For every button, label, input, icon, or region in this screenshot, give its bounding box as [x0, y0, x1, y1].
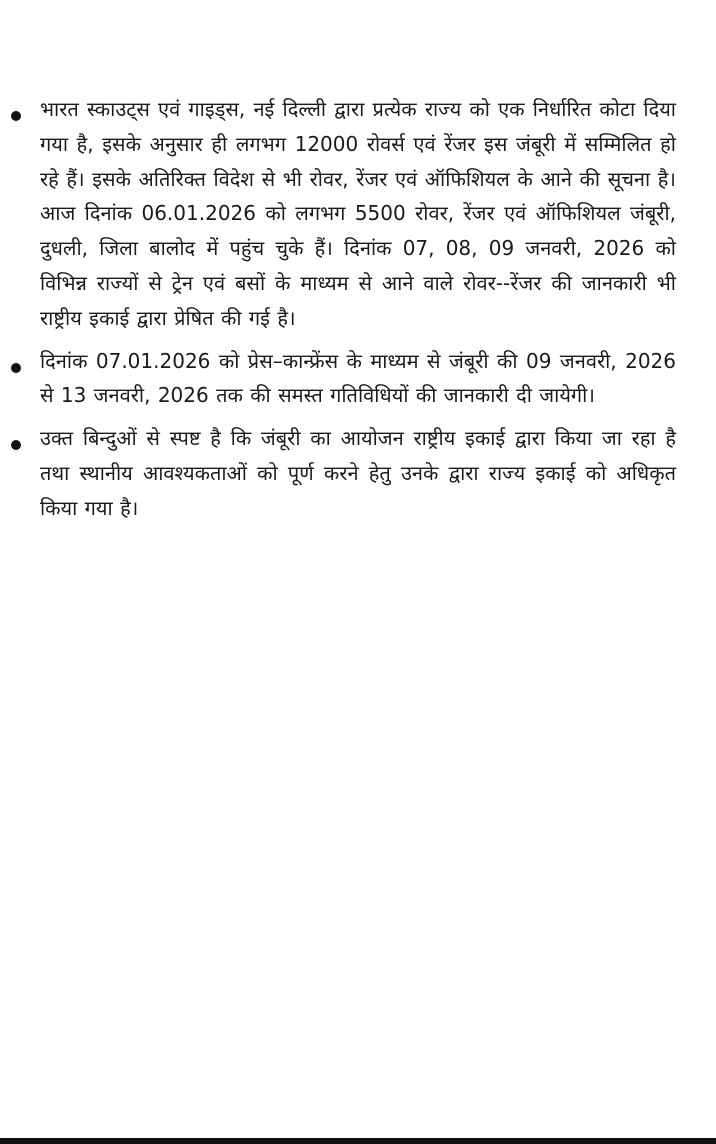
- bullet-dot-icon: [11, 111, 21, 121]
- bullet-dot-icon: [11, 363, 21, 373]
- bullet-text-1: भारत स्काउट्स एवं गाइड्स, नई दिल्ली द्वारा प्रत्येक राज्य को एक निर्धारित कोटा दिया गया है, इसके अनुसार ही लगभग 12000 रोवर्स एवं रेंजर इस जंबूरी में सम्मिलित हो रहे हैं। इसके अतिरिक्त विदेश से भी रोवर, रेंजर एवं ऑफिशियल के आने की सूचना है। आज दिनांक 06.01.2026 को लगभग 5500 रोवर, रेंजर एवं ऑफिशियल जंबूरी, दुधली, जिला बालोद में पहुंच चुके हैं। दिनांक 07, 08, 09 जनवरी, 2026 को विभिन्न राज्यों से ट्रेन एवं बसों के माध्यम से आने वाले रोवर--रेंजर की जानकारी भी राष्ट्रीय इकाई द्वारा प्रेषित की गई है।: [40, 97, 676, 330]
- bullet-item-3: [6, 421, 676, 525]
- bullet-item-1: [6, 92, 676, 336]
- bullet-text-3: उक्त बिन्दुओं से स्पष्ट है कि जंबूरी का आयोजन राष्ट्रीय इकाई द्वारा किया जा रहा है तथा स्थानीय आवश्यकताओं को पूर्ण करने हेतु उनके द्वारा राज्य इकाई को अधिकृत किया गया है।: [40, 426, 676, 520]
- bullet-item-2: [6, 344, 676, 414]
- bullet-list: [6, 92, 676, 532]
- bullet-dot-icon: [11, 440, 21, 450]
- bottom-divider: [0, 1138, 716, 1144]
- bullet-text-2: दिनांक 07.01.2026 को प्रेस–कान्फ्रेंस के माध्यम से जंबूरी की 09 जनवरी, 2026 से 13 जनवरी, 2026 तक की समस्त गतिविधियों की जानकारी दी जायेगी।: [40, 348, 676, 408]
